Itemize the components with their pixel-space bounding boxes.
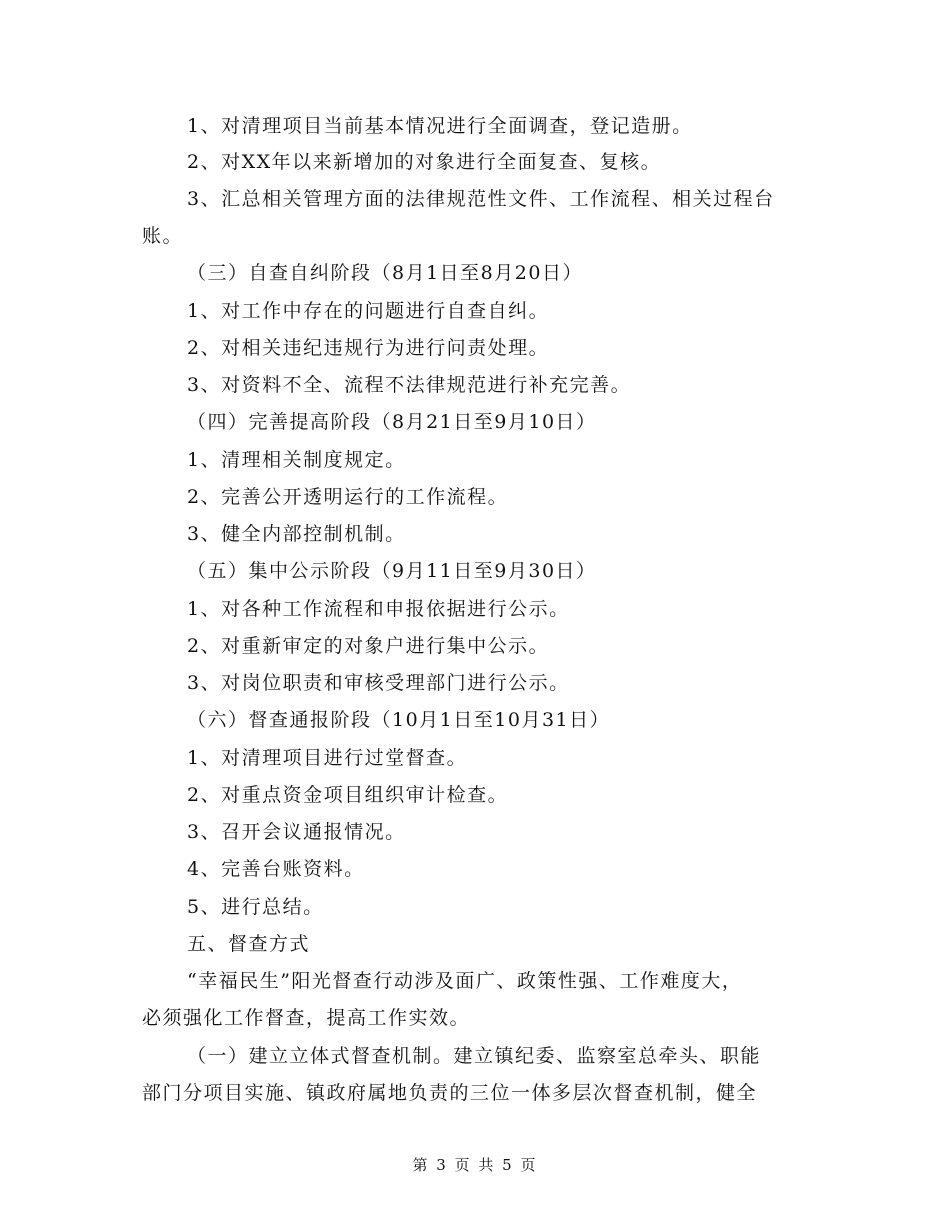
- text-line: 4、完善台账资料。: [187, 858, 365, 880]
- text-line: 5、进行总结。: [187, 896, 324, 918]
- text-line: 2、对重新审定的对象户进行集中公示。: [187, 635, 550, 657]
- section-heading: （三）自查自纠阶段（8月1日至8月20日）: [187, 262, 583, 284]
- text-line: 1、对各种工作流程和申报依据进行公示。: [187, 598, 570, 620]
- text-line: 3、健全内部控制机制。: [187, 523, 406, 545]
- section-heading: （六）督查通报阶段（10月1日至10月31日）: [187, 709, 611, 731]
- text-line: 2、对相关违纪违规行为进行问责处理。: [187, 337, 550, 359]
- text-line: 2、对重点资金项目组织审计检查。: [187, 784, 509, 806]
- text-line: 2、完善公开透明运行的工作流程。: [187, 486, 509, 508]
- page-number-footer: 第 3 页 共 5 页: [412, 1156, 538, 1174]
- text-line: 部门分项目实施、镇政府属地负责的三位一体多层次督查机制，健全: [142, 1082, 758, 1104]
- text-line: 1、对清理项目当前基本情况进行全面调查，登记造册。: [187, 115, 693, 137]
- text-line: 1、清理相关制度规定。: [187, 449, 406, 471]
- text-line: 必须强化工作督查，提高工作实效。: [142, 1007, 471, 1029]
- section-heading: （四）完善提高阶段（8月21日至9月10日）: [187, 411, 597, 433]
- text-line: （一）建立立体式督查机制。建立镇纪委、监察室总牵头、职能: [187, 1045, 762, 1067]
- text-line: 1、对工作中存在的问题进行自查自纠。: [187, 300, 550, 322]
- text-line: 3、对资料不全、流程不法律规范进行补充完善。: [187, 374, 632, 396]
- text-line: 1、对清理项目进行过堂督查。: [187, 747, 468, 769]
- text-line: 3、召开会议通报情况。: [187, 821, 406, 843]
- section-heading: 五、督查方式: [187, 933, 311, 955]
- text-line: 3、汇总相关管理方面的法律规范性文件、工作流程、相关过程台: [187, 188, 775, 210]
- text-line: 2、对XX年以来新增加的对象进行全面复查、复核。: [187, 151, 662, 173]
- text-line: 3、对岗位职责和审核受理部门进行公示。: [187, 672, 570, 694]
- text-line: 账。: [142, 225, 184, 247]
- text-line: “幸福民生”阳光督查行动涉及面广、政策性强、工作难度大，: [187, 970, 743, 992]
- section-heading: （五）集中公示阶段（9月11日至9月30日）: [187, 560, 597, 582]
